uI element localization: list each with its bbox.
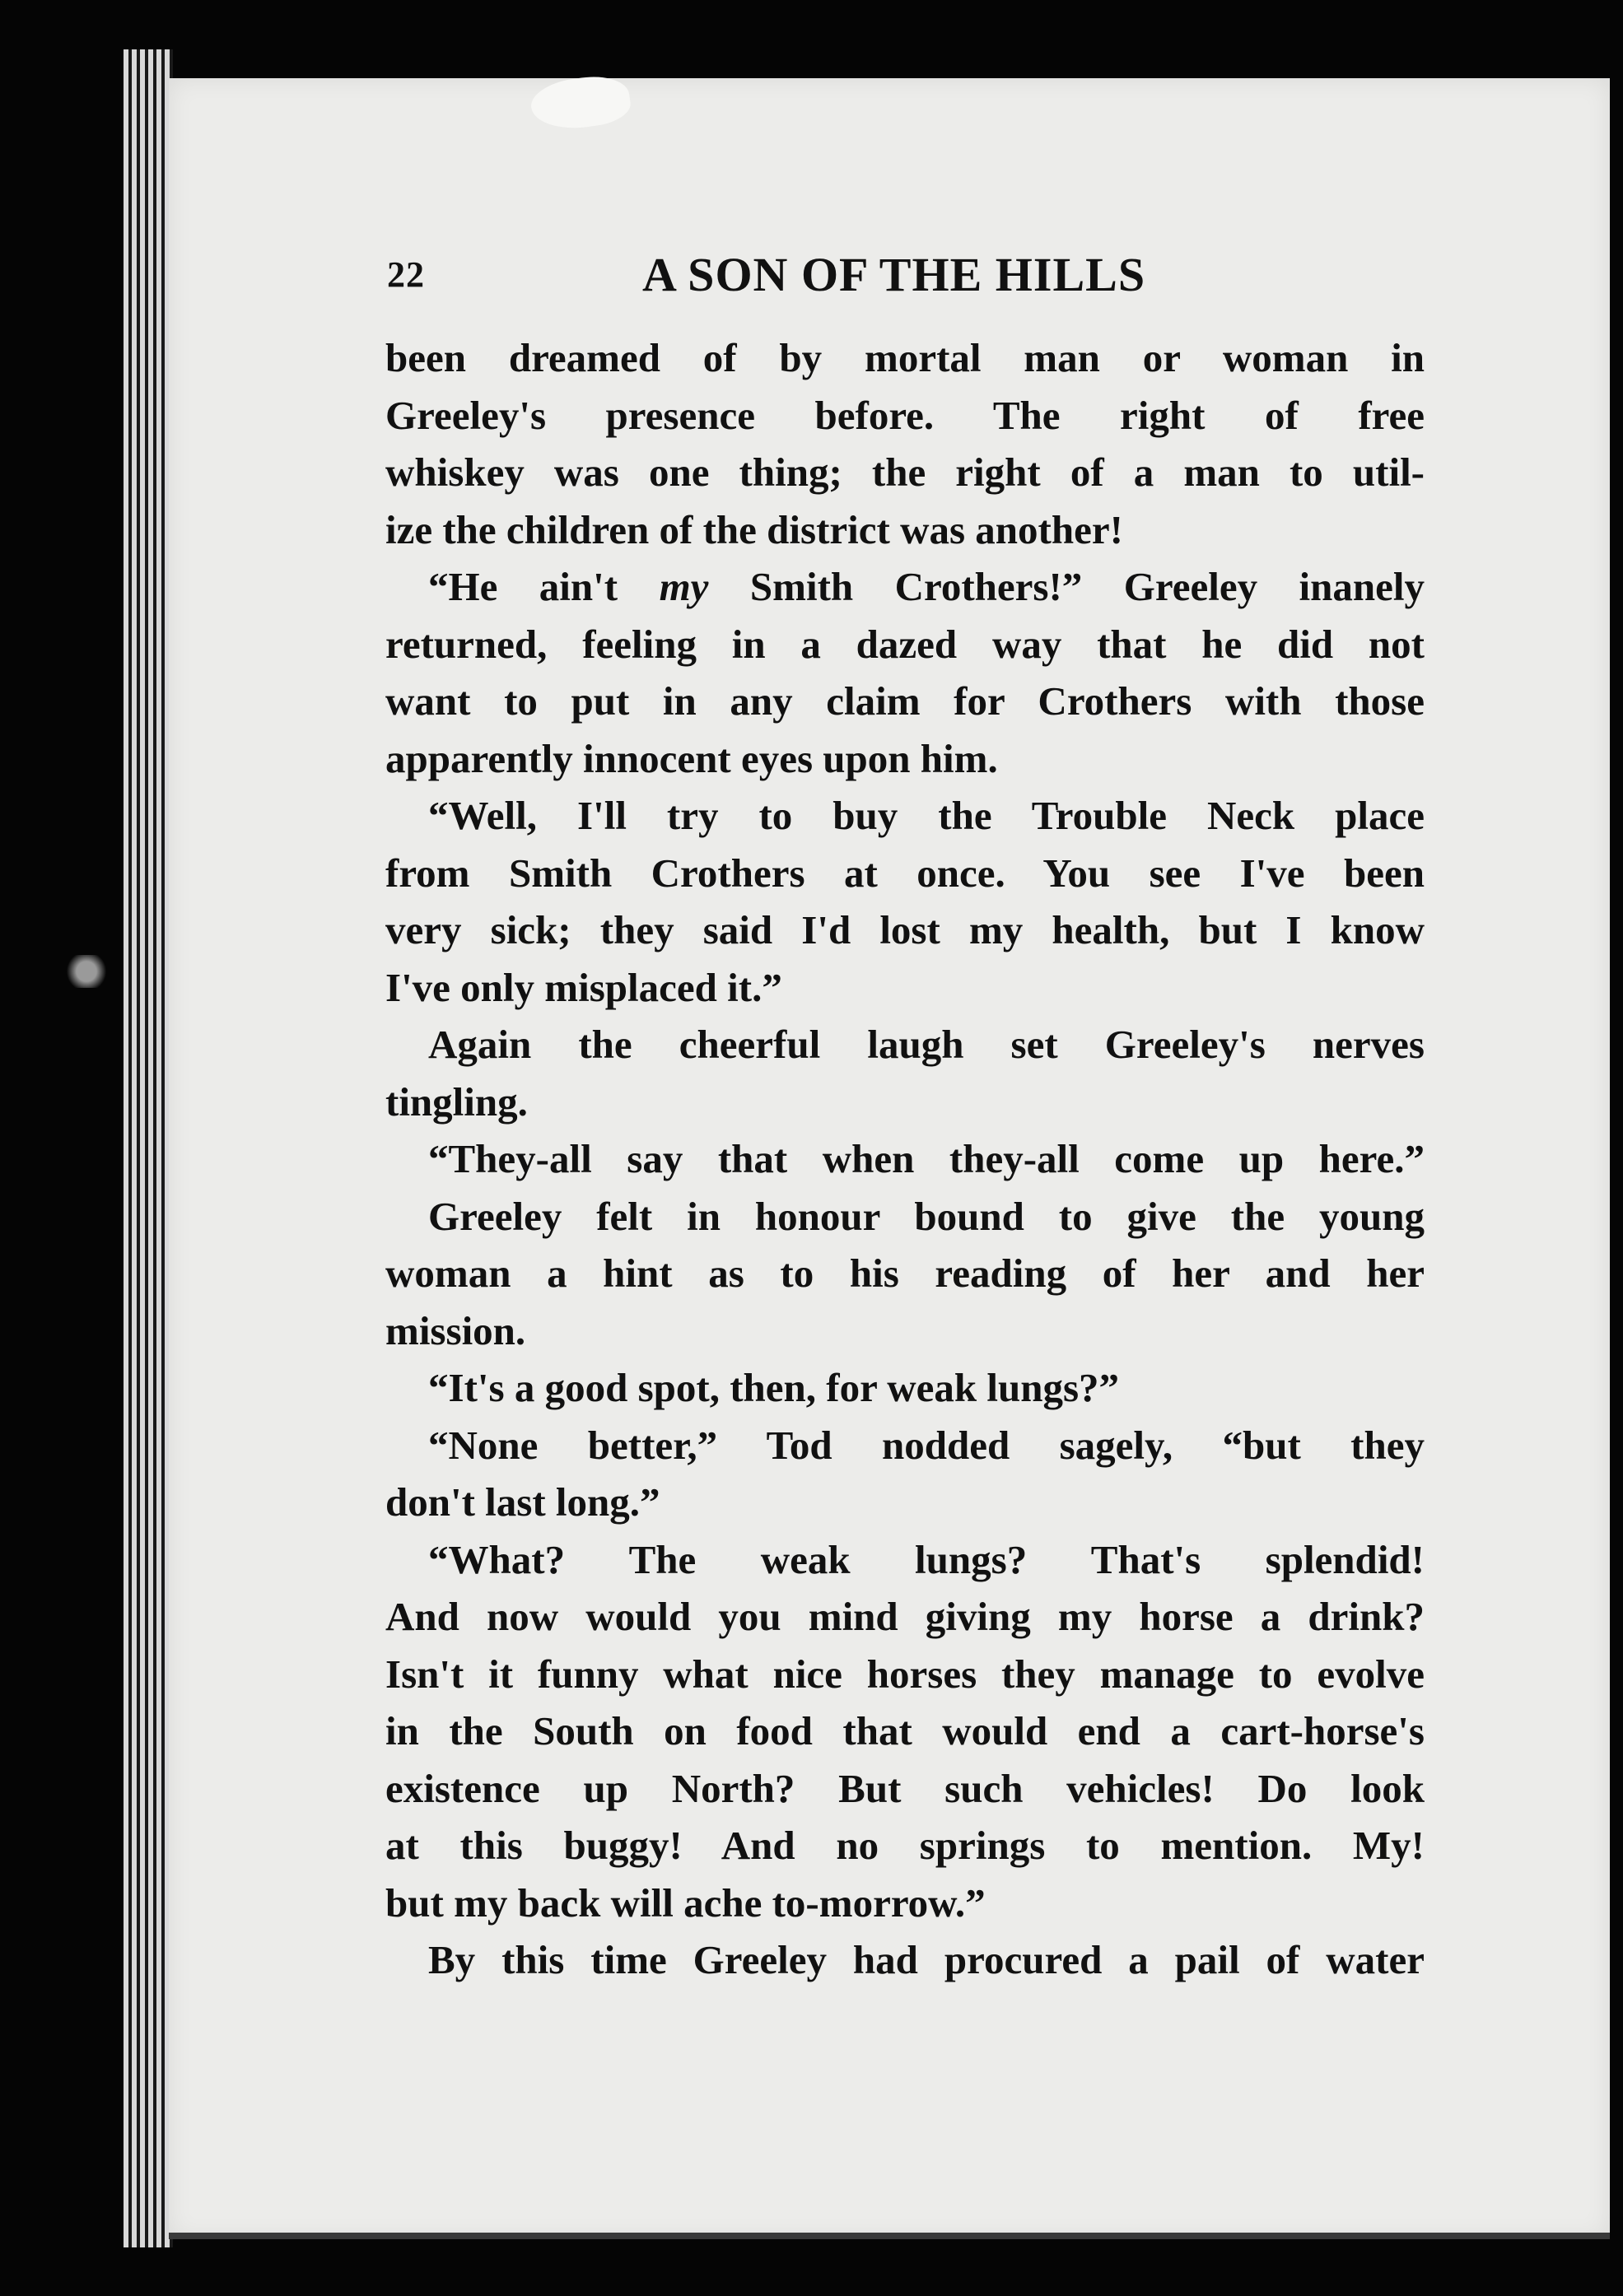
margin-speck bbox=[58, 955, 115, 988]
text-line: woman a hint as to his reading of her and her bbox=[385, 1250, 1425, 1296]
text-line: “They-all say that when they-all come up here.” bbox=[428, 1136, 1425, 1181]
paper-blemish bbox=[528, 72, 632, 134]
text-line: Greeley felt in honour bound to give the young bbox=[428, 1193, 1425, 1239]
text-line: whiskey was one thing; the right of a man to util- bbox=[385, 449, 1425, 495]
text-line: very sick; they said I'd lost my health, but I know bbox=[385, 907, 1425, 952]
body-text bbox=[385, 329, 1425, 1989]
book-title: A SON OF THE HILLS bbox=[642, 248, 1146, 301]
page-bottom-edge bbox=[169, 2233, 1610, 2239]
text-line: mission. bbox=[385, 1307, 526, 1353]
text-line: “None better,” Tod nodded sagely, “but they bbox=[428, 1422, 1425, 1468]
emphasis: my bbox=[659, 564, 709, 609]
text-line: but my back will ache to-morrow.” bbox=[385, 1879, 986, 1926]
text-line: Again the cheerful laugh set Greeley's nerves bbox=[428, 1022, 1425, 1067]
text-line: I've only misplaced it.” bbox=[385, 964, 782, 1010]
text-line: in the South on food that would end a cart-horse's bbox=[385, 1708, 1425, 1753]
running-head bbox=[387, 247, 1425, 313]
text-line: been dreamed of by mortal man or woman in bbox=[385, 335, 1425, 380]
text-line: “Well, I'll try to buy the Trouble Neck place bbox=[428, 793, 1425, 838]
text-line: at this buggy! And no springs to mention. My! bbox=[385, 1823, 1425, 1868]
text-line: don't last long.” bbox=[385, 1479, 660, 1525]
text-line: “What? The weak lungs? That's splendid! bbox=[428, 1536, 1425, 1582]
text-line: apparently innocent eyes upon him. bbox=[385, 735, 998, 781]
text-line: And now would you mind giving my horse a drink? bbox=[385, 1594, 1425, 1639]
text-line: “He ain't my Smith Crothers!” Greeley inanely bbox=[428, 564, 1425, 609]
book-spine-edges bbox=[124, 49, 173, 2247]
page-number: 22 bbox=[387, 254, 425, 295]
text-line: want to put in any claim for Crothers with those bbox=[385, 678, 1425, 724]
text-line: Greeley's presence before. The right of free bbox=[385, 392, 1425, 438]
text-line: tingling. bbox=[385, 1078, 528, 1125]
text-line: existence up North? But such vehicles! Do look bbox=[385, 1765, 1425, 1811]
text-line: Isn't it funny what nice horses they manage to evolve bbox=[385, 1651, 1425, 1697]
text-line: from Smith Crothers at once. You see I've been bbox=[385, 850, 1425, 896]
text-line: “It's a good spot, then, for weak lungs?” bbox=[428, 1365, 1120, 1410]
text-line: ize the children of the district was another! bbox=[385, 506, 1123, 552]
text-line: By this time Greeley had procured a pail of water bbox=[428, 1937, 1425, 1982]
text-line: returned, feeling in a dazed way that he did not bbox=[385, 621, 1425, 667]
